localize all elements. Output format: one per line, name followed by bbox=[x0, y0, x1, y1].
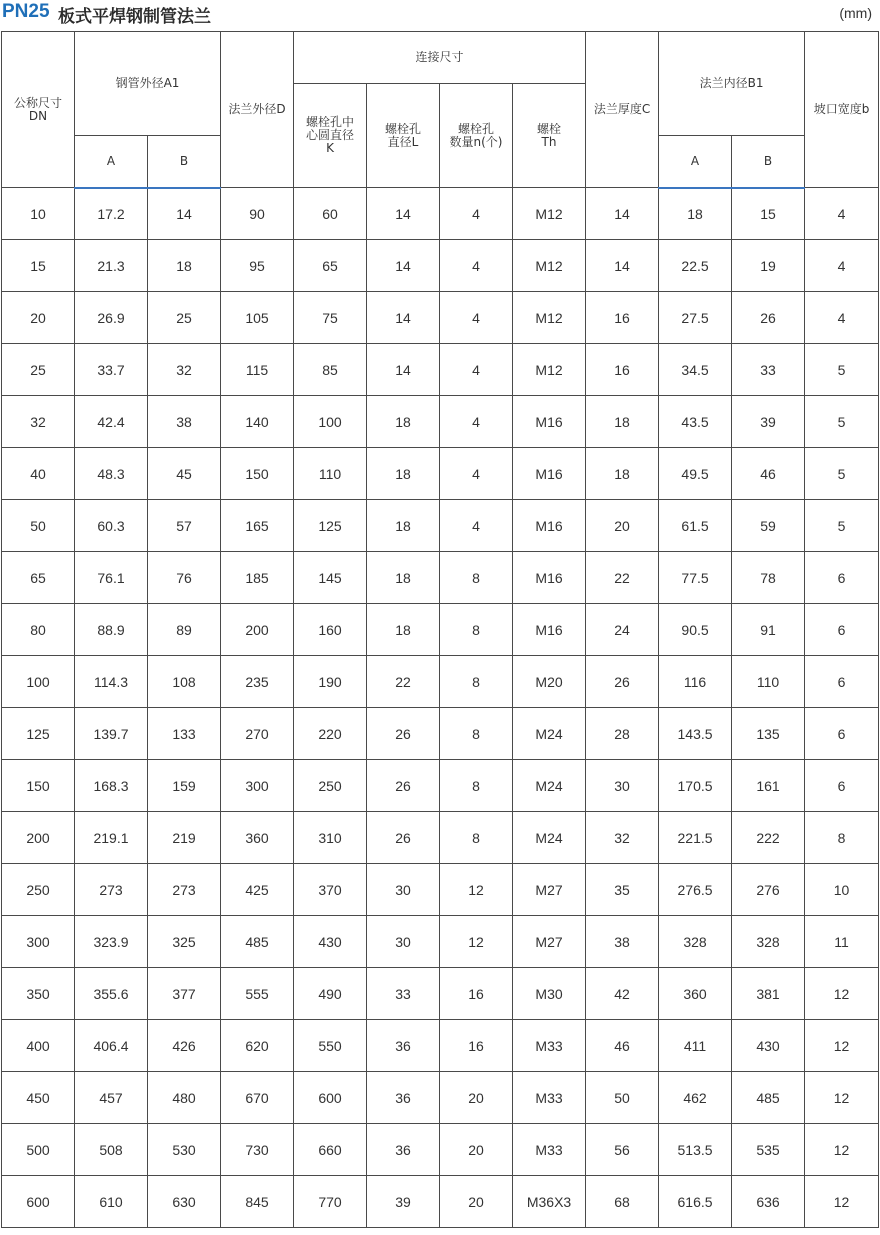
cell-bolt-count: 8 bbox=[440, 552, 513, 604]
cell-bolt-circle: 110 bbox=[294, 448, 367, 500]
cell-bolt-hole-dia: 14 bbox=[367, 292, 440, 344]
header-flange-id: 法兰内径B1 bbox=[659, 32, 805, 136]
cell-flange-id-b: 328 bbox=[732, 916, 805, 968]
cell-bolt-count: 16 bbox=[440, 968, 513, 1020]
cell-bolt-hole-dia: 18 bbox=[367, 396, 440, 448]
cell-pipe-od-b: 630 bbox=[148, 1176, 221, 1228]
cell-flange-id-a: 43.5 bbox=[659, 396, 732, 448]
cell-dn: 400 bbox=[2, 1020, 75, 1072]
cell-bolt-hole-dia: 26 bbox=[367, 812, 440, 864]
cell-pipe-od-a: 21.3 bbox=[75, 240, 148, 292]
cell-bolt-count: 8 bbox=[440, 604, 513, 656]
cell-pipe-od-a: 88.9 bbox=[75, 604, 148, 656]
cell-bolt-circle: 75 bbox=[294, 292, 367, 344]
cell-bevel-width: 12 bbox=[805, 1020, 879, 1072]
cell-pipe-od-a: 273 bbox=[75, 864, 148, 916]
cell-flange-od: 140 bbox=[221, 396, 294, 448]
table-row bbox=[2, 448, 879, 500]
cell-pipe-od-a: 114.3 bbox=[75, 656, 148, 708]
cell-bevel-width: 12 bbox=[805, 1124, 879, 1176]
cell-bolt-hole-dia: 36 bbox=[367, 1124, 440, 1176]
cell-flange-od: 555 bbox=[221, 968, 294, 1020]
cell-flange-id-b: 26 bbox=[732, 292, 805, 344]
table-row bbox=[2, 1072, 879, 1124]
cell-bolt-thread: M20 bbox=[513, 656, 586, 708]
cell-bevel-width: 6 bbox=[805, 760, 879, 812]
cell-pipe-od-a: 406.4 bbox=[75, 1020, 148, 1072]
table-row bbox=[2, 188, 879, 240]
cell-bolt-count: 20 bbox=[440, 1124, 513, 1176]
cell-bevel-width: 5 bbox=[805, 448, 879, 500]
cell-flange-id-b: 39 bbox=[732, 396, 805, 448]
cell-bolt-hole-dia: 26 bbox=[367, 708, 440, 760]
header-bevel-width: 坡口宽度b bbox=[805, 32, 879, 188]
cell-pipe-od-a: 76.1 bbox=[75, 552, 148, 604]
cell-pipe-od-b: 38 bbox=[148, 396, 221, 448]
table-header bbox=[2, 32, 879, 188]
cell-dn: 20 bbox=[2, 292, 75, 344]
cell-flange-id-a: 49.5 bbox=[659, 448, 732, 500]
cell-bolt-circle: 600 bbox=[294, 1072, 367, 1124]
cell-flange-id-a: 90.5 bbox=[659, 604, 732, 656]
cell-thickness: 20 bbox=[586, 500, 659, 552]
cell-dn: 500 bbox=[2, 1124, 75, 1176]
header-flange-id-a: A bbox=[659, 136, 732, 188]
cell-bolt-hole-dia: 36 bbox=[367, 1072, 440, 1124]
cell-flange-id-b: 485 bbox=[732, 1072, 805, 1124]
cell-flange-od: 95 bbox=[221, 240, 294, 292]
cell-dn: 32 bbox=[2, 396, 75, 448]
table-body bbox=[2, 188, 879, 1228]
cell-pipe-od-b: 108 bbox=[148, 656, 221, 708]
cell-pipe-od-a: 219.1 bbox=[75, 812, 148, 864]
cell-pipe-od-a: 457 bbox=[75, 1072, 148, 1124]
cell-bevel-width: 10 bbox=[805, 864, 879, 916]
cell-pipe-od-b: 18 bbox=[148, 240, 221, 292]
cell-thickness: 50 bbox=[586, 1072, 659, 1124]
cell-bolt-circle: 160 bbox=[294, 604, 367, 656]
unit-label: (mm) bbox=[839, 5, 872, 21]
cell-pipe-od-b: 45 bbox=[148, 448, 221, 500]
cell-flange-id-b: 15 bbox=[732, 188, 805, 240]
cell-thickness: 18 bbox=[586, 396, 659, 448]
cell-thickness: 35 bbox=[586, 864, 659, 916]
cell-bolt-count: 8 bbox=[440, 656, 513, 708]
table-row bbox=[2, 760, 879, 812]
cell-dn: 50 bbox=[2, 500, 75, 552]
cell-bolt-hole-dia: 18 bbox=[367, 604, 440, 656]
cell-bolt-circle: 100 bbox=[294, 396, 367, 448]
cell-flange-od: 360 bbox=[221, 812, 294, 864]
cell-bevel-width: 6 bbox=[805, 656, 879, 708]
cell-dn: 125 bbox=[2, 708, 75, 760]
cell-bolt-circle: 430 bbox=[294, 916, 367, 968]
cell-flange-id-b: 276 bbox=[732, 864, 805, 916]
cell-flange-id-b: 430 bbox=[732, 1020, 805, 1072]
cell-flange-id-b: 78 bbox=[732, 552, 805, 604]
header-dn: 公称尺寸 DN bbox=[2, 32, 75, 188]
cell-bolt-count: 4 bbox=[440, 448, 513, 500]
title-name: 板式平焊钢制管法兰 bbox=[58, 7, 211, 27]
cell-bolt-hole-dia: 39 bbox=[367, 1176, 440, 1228]
cell-pipe-od-a: 60.3 bbox=[75, 500, 148, 552]
header-pipe-od-a: A bbox=[75, 136, 148, 188]
cell-flange-id-a: 328 bbox=[659, 916, 732, 968]
cell-bevel-width: 12 bbox=[805, 968, 879, 1020]
header-flange-id-b: B bbox=[732, 136, 805, 188]
cell-bolt-circle: 65 bbox=[294, 240, 367, 292]
cell-pipe-od-b: 426 bbox=[148, 1020, 221, 1072]
cell-flange-od: 115 bbox=[221, 344, 294, 396]
cell-bevel-width: 6 bbox=[805, 604, 879, 656]
cell-dn: 150 bbox=[2, 760, 75, 812]
table-row bbox=[2, 812, 879, 864]
table-row bbox=[2, 1176, 879, 1228]
cell-bevel-width: 5 bbox=[805, 344, 879, 396]
cell-bolt-thread: M27 bbox=[513, 916, 586, 968]
cell-flange-id-b: 636 bbox=[732, 1176, 805, 1228]
cell-pipe-od-b: 325 bbox=[148, 916, 221, 968]
cell-flange-id-b: 222 bbox=[732, 812, 805, 864]
cell-flange-od: 90 bbox=[221, 188, 294, 240]
cell-bolt-thread: M16 bbox=[513, 552, 586, 604]
cell-bevel-width: 11 bbox=[805, 916, 879, 968]
cell-dn: 450 bbox=[2, 1072, 75, 1124]
cell-bevel-width: 6 bbox=[805, 708, 879, 760]
cell-bolt-count: 12 bbox=[440, 916, 513, 968]
table-row bbox=[2, 604, 879, 656]
cell-flange-od: 485 bbox=[221, 916, 294, 968]
cell-pipe-od-a: 139.7 bbox=[75, 708, 148, 760]
cell-flange-od: 845 bbox=[221, 1176, 294, 1228]
flange-spec-table bbox=[1, 31, 879, 1228]
cell-pipe-od-b: 76 bbox=[148, 552, 221, 604]
cell-bolt-hole-dia: 18 bbox=[367, 448, 440, 500]
cell-pipe-od-b: 480 bbox=[148, 1072, 221, 1124]
cell-bolt-thread: M12 bbox=[513, 344, 586, 396]
cell-bevel-width: 5 bbox=[805, 500, 879, 552]
cell-bevel-width: 4 bbox=[805, 292, 879, 344]
cell-flange-id-b: 59 bbox=[732, 500, 805, 552]
cell-dn: 15 bbox=[2, 240, 75, 292]
cell-bolt-thread: M24 bbox=[513, 812, 586, 864]
cell-thickness: 14 bbox=[586, 240, 659, 292]
cell-bolt-count: 20 bbox=[440, 1072, 513, 1124]
cell-bolt-count: 4 bbox=[440, 396, 513, 448]
cell-pipe-od-a: 610 bbox=[75, 1176, 148, 1228]
cell-bolt-count: 16 bbox=[440, 1020, 513, 1072]
cell-bolt-thread: M33 bbox=[513, 1072, 586, 1124]
table-row bbox=[2, 396, 879, 448]
cell-dn: 200 bbox=[2, 812, 75, 864]
cell-thickness: 16 bbox=[586, 344, 659, 396]
cell-flange-od: 425 bbox=[221, 864, 294, 916]
cell-flange-id-a: 77.5 bbox=[659, 552, 732, 604]
cell-bolt-count: 4 bbox=[440, 500, 513, 552]
cell-bolt-hole-dia: 33 bbox=[367, 968, 440, 1020]
table-row bbox=[2, 1020, 879, 1072]
cell-pipe-od-a: 48.3 bbox=[75, 448, 148, 500]
cell-bolt-thread: M16 bbox=[513, 500, 586, 552]
cell-thickness: 14 bbox=[586, 188, 659, 240]
cell-bolt-circle: 490 bbox=[294, 968, 367, 1020]
cell-thickness: 56 bbox=[586, 1124, 659, 1176]
table-row bbox=[2, 968, 879, 1020]
cell-bolt-hole-dia: 14 bbox=[367, 240, 440, 292]
cell-pipe-od-b: 219 bbox=[148, 812, 221, 864]
cell-bolt-hole-dia: 26 bbox=[367, 760, 440, 812]
cell-flange-id-a: 18 bbox=[659, 188, 732, 240]
table-row bbox=[2, 864, 879, 916]
cell-thickness: 28 bbox=[586, 708, 659, 760]
cell-flange-od: 730 bbox=[221, 1124, 294, 1176]
cell-flange-id-b: 19 bbox=[732, 240, 805, 292]
cell-pipe-od-a: 42.4 bbox=[75, 396, 148, 448]
cell-flange-id-b: 535 bbox=[732, 1124, 805, 1176]
cell-bolt-circle: 550 bbox=[294, 1020, 367, 1072]
cell-bolt-hole-dia: 18 bbox=[367, 552, 440, 604]
cell-bolt-hole-dia: 14 bbox=[367, 188, 440, 240]
cell-bolt-count: 4 bbox=[440, 188, 513, 240]
cell-bevel-width: 6 bbox=[805, 552, 879, 604]
cell-bolt-thread: M33 bbox=[513, 1124, 586, 1176]
cell-bolt-circle: 85 bbox=[294, 344, 367, 396]
cell-flange-id-a: 22.5 bbox=[659, 240, 732, 292]
cell-flange-id-a: 27.5 bbox=[659, 292, 732, 344]
cell-flange-id-a: 61.5 bbox=[659, 500, 732, 552]
cell-bolt-thread: M16 bbox=[513, 396, 586, 448]
cell-flange-id-a: 170.5 bbox=[659, 760, 732, 812]
header-pipe-od: 钢管外径A1 bbox=[75, 32, 221, 136]
cell-bevel-width: 8 bbox=[805, 812, 879, 864]
table-row bbox=[2, 240, 879, 292]
cell-pipe-od-b: 159 bbox=[148, 760, 221, 812]
cell-bevel-width: 4 bbox=[805, 188, 879, 240]
cell-flange-od: 105 bbox=[221, 292, 294, 344]
cell-flange-id-b: 46 bbox=[732, 448, 805, 500]
cell-pipe-od-b: 25 bbox=[148, 292, 221, 344]
cell-bolt-hole-dia: 22 bbox=[367, 656, 440, 708]
cell-flange-od: 620 bbox=[221, 1020, 294, 1072]
cell-bolt-thread: M30 bbox=[513, 968, 586, 1020]
cell-dn: 40 bbox=[2, 448, 75, 500]
cell-dn: 600 bbox=[2, 1176, 75, 1228]
cell-flange-od: 270 bbox=[221, 708, 294, 760]
cell-pipe-od-a: 323.9 bbox=[75, 916, 148, 968]
table-row bbox=[2, 500, 879, 552]
cell-pipe-od-a: 17.2 bbox=[75, 188, 148, 240]
cell-flange-id-b: 161 bbox=[732, 760, 805, 812]
cell-pipe-od-a: 26.9 bbox=[75, 292, 148, 344]
header-thickness: 法兰厚度C bbox=[586, 32, 659, 188]
header-bolt-count: 螺栓孔 数量n(个) bbox=[440, 84, 513, 188]
cell-bevel-width: 5 bbox=[805, 396, 879, 448]
cell-bevel-width: 12 bbox=[805, 1176, 879, 1228]
cell-flange-id-a: 411 bbox=[659, 1020, 732, 1072]
cell-bolt-count: 8 bbox=[440, 708, 513, 760]
cell-dn: 80 bbox=[2, 604, 75, 656]
cell-thickness: 22 bbox=[586, 552, 659, 604]
cell-thickness: 24 bbox=[586, 604, 659, 656]
cell-flange-id-a: 276.5 bbox=[659, 864, 732, 916]
cell-bolt-thread: M27 bbox=[513, 864, 586, 916]
cell-bolt-count: 8 bbox=[440, 760, 513, 812]
cell-bevel-width: 12 bbox=[805, 1072, 879, 1124]
cell-bolt-thread: M16 bbox=[513, 448, 586, 500]
cell-pipe-od-b: 530 bbox=[148, 1124, 221, 1176]
cell-flange-id-b: 33 bbox=[732, 344, 805, 396]
cell-dn: 250 bbox=[2, 864, 75, 916]
cell-flange-od: 235 bbox=[221, 656, 294, 708]
cell-bolt-thread: M16 bbox=[513, 604, 586, 656]
cell-bolt-thread: M12 bbox=[513, 292, 586, 344]
cell-flange-id-b: 381 bbox=[732, 968, 805, 1020]
cell-bolt-circle: 660 bbox=[294, 1124, 367, 1176]
cell-thickness: 30 bbox=[586, 760, 659, 812]
cell-flange-od: 150 bbox=[221, 448, 294, 500]
header-bolt-circle: 螺栓孔中 心圆直径 K bbox=[294, 84, 367, 188]
table-row bbox=[2, 1124, 879, 1176]
cell-thickness: 68 bbox=[586, 1176, 659, 1228]
cell-flange-id-a: 34.5 bbox=[659, 344, 732, 396]
cell-dn: 100 bbox=[2, 656, 75, 708]
cell-pipe-od-b: 32 bbox=[148, 344, 221, 396]
cell-pipe-od-b: 57 bbox=[148, 500, 221, 552]
cell-bolt-circle: 250 bbox=[294, 760, 367, 812]
cell-bolt-hole-dia: 14 bbox=[367, 344, 440, 396]
cell-bevel-width: 4 bbox=[805, 240, 879, 292]
cell-bolt-circle: 770 bbox=[294, 1176, 367, 1228]
table-row bbox=[2, 344, 879, 396]
table-row bbox=[2, 292, 879, 344]
table-row bbox=[2, 708, 879, 760]
table-row bbox=[2, 552, 879, 604]
table-row bbox=[2, 916, 879, 968]
cell-flange-id-a: 360 bbox=[659, 968, 732, 1020]
cell-dn: 25 bbox=[2, 344, 75, 396]
cell-bolt-thread: M24 bbox=[513, 708, 586, 760]
cell-flange-id-a: 462 bbox=[659, 1072, 732, 1124]
cell-flange-id-a: 513.5 bbox=[659, 1124, 732, 1176]
cell-pipe-od-b: 273 bbox=[148, 864, 221, 916]
cell-bolt-hole-dia: 18 bbox=[367, 500, 440, 552]
cell-thickness: 42 bbox=[586, 968, 659, 1020]
cell-pipe-od-a: 33.7 bbox=[75, 344, 148, 396]
cell-bolt-count: 4 bbox=[440, 292, 513, 344]
cell-bolt-thread: M33 bbox=[513, 1020, 586, 1072]
cell-pipe-od-b: 377 bbox=[148, 968, 221, 1020]
cell-bolt-thread: M12 bbox=[513, 188, 586, 240]
header-bolt-thread: 螺栓 Th bbox=[513, 84, 586, 188]
cell-thickness: 26 bbox=[586, 656, 659, 708]
cell-dn: 300 bbox=[2, 916, 75, 968]
cell-thickness: 46 bbox=[586, 1020, 659, 1072]
cell-flange-id-a: 116 bbox=[659, 656, 732, 708]
cell-flange-id-b: 110 bbox=[732, 656, 805, 708]
cell-bolt-count: 4 bbox=[440, 240, 513, 292]
cell-bolt-hole-dia: 30 bbox=[367, 916, 440, 968]
cell-flange-od: 185 bbox=[221, 552, 294, 604]
cell-bolt-hole-dia: 36 bbox=[367, 1020, 440, 1072]
cell-dn: 350 bbox=[2, 968, 75, 1020]
cell-pipe-od-b: 14 bbox=[148, 188, 221, 240]
header-connection: 连接尺寸 bbox=[294, 32, 586, 84]
cell-flange-id-a: 616.5 bbox=[659, 1176, 732, 1228]
cell-bolt-circle: 310 bbox=[294, 812, 367, 864]
cell-bolt-hole-dia: 30 bbox=[367, 864, 440, 916]
header-bolt-hole-dia: 螺栓孔 直径L bbox=[367, 84, 440, 188]
cell-bolt-thread: M12 bbox=[513, 240, 586, 292]
table-row bbox=[2, 656, 879, 708]
header-pipe-od-b: B bbox=[148, 136, 221, 188]
cell-thickness: 32 bbox=[586, 812, 659, 864]
cell-bolt-circle: 145 bbox=[294, 552, 367, 604]
cell-flange-id-a: 143.5 bbox=[659, 708, 732, 760]
cell-bolt-circle: 220 bbox=[294, 708, 367, 760]
cell-flange-id-b: 91 bbox=[732, 604, 805, 656]
cell-pipe-od-b: 133 bbox=[148, 708, 221, 760]
cell-flange-od: 200 bbox=[221, 604, 294, 656]
cell-bolt-count: 4 bbox=[440, 344, 513, 396]
cell-bolt-circle: 60 bbox=[294, 188, 367, 240]
cell-dn: 65 bbox=[2, 552, 75, 604]
cell-bolt-thread: M36X3 bbox=[513, 1176, 586, 1228]
cell-bolt-count: 12 bbox=[440, 864, 513, 916]
cell-bolt-count: 20 bbox=[440, 1176, 513, 1228]
cell-thickness: 38 bbox=[586, 916, 659, 968]
cell-flange-id-b: 135 bbox=[732, 708, 805, 760]
title-bar bbox=[0, 0, 880, 28]
cell-flange-od: 300 bbox=[221, 760, 294, 812]
cell-bolt-circle: 125 bbox=[294, 500, 367, 552]
cell-dn: 10 bbox=[2, 188, 75, 240]
title-model: PN25 bbox=[2, 1, 50, 22]
cell-pipe-od-a: 168.3 bbox=[75, 760, 148, 812]
cell-pipe-od-a: 355.6 bbox=[75, 968, 148, 1020]
cell-pipe-od-a: 508 bbox=[75, 1124, 148, 1176]
cell-flange-od: 165 bbox=[221, 500, 294, 552]
cell-bolt-count: 8 bbox=[440, 812, 513, 864]
cell-thickness: 16 bbox=[586, 292, 659, 344]
cell-pipe-od-b: 89 bbox=[148, 604, 221, 656]
cell-bolt-thread: M24 bbox=[513, 760, 586, 812]
header-flange-od: 法兰外径D bbox=[221, 32, 294, 188]
cell-flange-id-a: 221.5 bbox=[659, 812, 732, 864]
cell-bolt-circle: 190 bbox=[294, 656, 367, 708]
cell-bolt-circle: 370 bbox=[294, 864, 367, 916]
cell-flange-od: 670 bbox=[221, 1072, 294, 1124]
cell-thickness: 18 bbox=[586, 448, 659, 500]
